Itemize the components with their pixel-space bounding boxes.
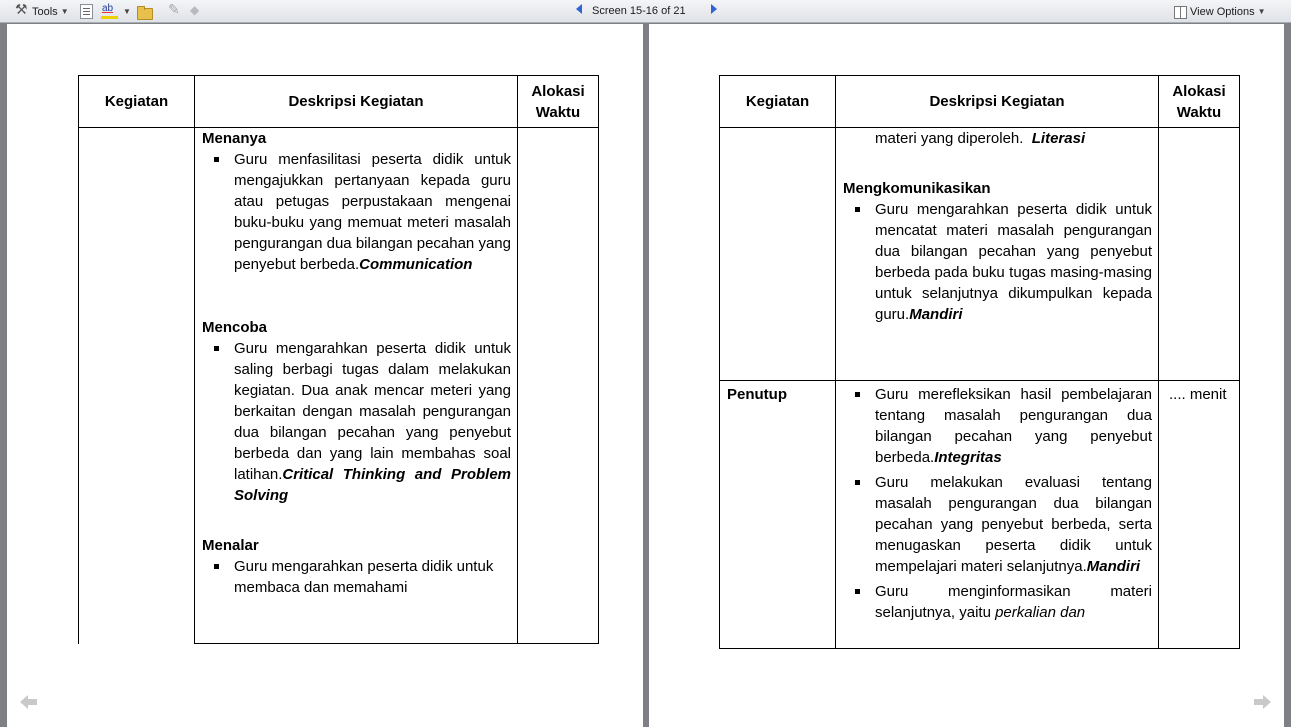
section-menanya: Menanya (202, 130, 267, 147)
pen-button[interactable] (168, 3, 184, 20)
screen-counter: Screen 15-16 of 21 (592, 5, 686, 17)
header-alokasi (1159, 76, 1240, 128)
kegiatan-cell (79, 128, 195, 644)
item-text: Guru mengarahkan peserta didik untuk mencatat materi masalah pengurangan dua bilangan pecahan yang penyebut berbeda pada buku tugas masing-masing untuk selanjutnya dikumpulkan kepada guru. (875, 201, 1152, 323)
alokasi-cell (518, 128, 599, 644)
view-options-icon (1172, 4, 1188, 20)
item-text: Guru menfasilitasi peserta didik untuk mengajukkan pertanyaan kepada guru atau petugas perpustakaan mengenai buku-buku yang memuat meteri masalah pengurangan dua bilangan pecahan yang penyebut berbeda. (234, 151, 511, 273)
view-options-button[interactable] (1172, 3, 1266, 20)
page-left (7, 24, 643, 727)
header-alokasi-line2: Waktu (1176, 103, 1222, 121)
continued-text (843, 128, 1152, 149)
item-text: Guru mengarahkan peserta didik untuk membaca dan memahami (234, 558, 494, 596)
folder-icon (136, 4, 152, 20)
next-page-arrow-icon[interactable] (1253, 694, 1271, 710)
section-mengkomunikasikan: Mengkomunikasikan (843, 180, 991, 197)
page-right (649, 24, 1284, 727)
text-highlight-button[interactable] (100, 3, 131, 20)
activity-table-right (719, 75, 1240, 649)
list-item (843, 199, 1152, 325)
pen-icon (168, 4, 184, 20)
chevron-down-icon: ▼ (60, 7, 69, 16)
eraser-button[interactable] (188, 3, 204, 20)
section-menalar: Menalar (202, 537, 259, 554)
header-alokasi-line2: Waktu (535, 103, 581, 121)
tools-label: Tools (32, 5, 58, 18)
item-tag: Communication (359, 256, 473, 273)
comment-button[interactable] (136, 3, 152, 20)
item-text: Guru melakukan evaluasi tentang masalah pengurangan dua bilangan pecahan yang penyebut berbeda, serta menugaskan peserta didik untuk mempelajari materi selanjutnya. (875, 474, 1152, 575)
next-screen-button[interactable] (711, 4, 717, 14)
kegiatan-cell (720, 128, 836, 381)
alokasi-cell (1159, 128, 1240, 381)
list-item (843, 472, 1152, 577)
view-options-label: View Options (1190, 5, 1255, 18)
header-deskripsi: Deskripsi Kegiatan (836, 76, 1159, 128)
item-tag: Mandiri (909, 306, 963, 323)
item-tag: Mandiri (1086, 558, 1141, 575)
alokasi-penutup: .... menit (1159, 381, 1240, 649)
activity-table-left (78, 75, 599, 644)
header-kegiatan: Kegiatan (720, 76, 836, 128)
tools-icon (14, 4, 30, 20)
deskripsi-cell (195, 128, 518, 644)
item-tag: Literasi (1031, 130, 1086, 147)
eraser-icon (188, 4, 204, 20)
header-alokasi-line1: Alokasi (531, 82, 585, 100)
header-alokasi-line1: Alokasi (1172, 82, 1226, 100)
deskripsi-cell (836, 128, 1159, 381)
spell-icon-text: ab (102, 2, 114, 14)
continued-text-body: materi yang diperoleh. (875, 130, 1024, 147)
list-item (202, 338, 511, 506)
research-icon (80, 4, 93, 19)
kegiatan-penutup: Penutup (720, 381, 836, 649)
highlight-spelling-icon (100, 4, 120, 20)
reading-toolbar (0, 0, 1291, 23)
list-item (202, 556, 511, 598)
previous-screen-button[interactable] (576, 4, 582, 14)
section-mencoba: Mencoba (202, 319, 268, 336)
previous-page-arrow-icon[interactable] (20, 694, 38, 710)
item-emphasis: perkalian dan (995, 604, 1086, 621)
tools-menu-button[interactable] (14, 3, 69, 20)
header-kegiatan: Kegiatan (79, 76, 195, 128)
item-text: Guru menginformasikan materi selanjutnya, yaitu (875, 583, 1152, 621)
chevron-down-icon: ▼ (1257, 7, 1266, 16)
header-deskripsi: Deskripsi Kegiatan (195, 76, 518, 128)
chevron-down-icon: ▼ (123, 7, 131, 16)
list-item (202, 149, 511, 275)
research-button[interactable] (80, 3, 93, 20)
header-alokasi (518, 76, 599, 128)
item-tag: Critical Thinking and Problem Solving (234, 466, 511, 504)
item-text: Guru merefleksikan hasil pembelajaran tentang masalah pengurangan dua bilangan pecahan yang penyebut berbeda. (875, 386, 1152, 466)
deskripsi-penutup (836, 381, 1159, 649)
list-item (843, 384, 1152, 468)
list-item (843, 581, 1152, 623)
item-text: Guru mengarahkan peserta didik untuk saling berbagi tugas dalam melakukan kegiatan. Dua anak mencar meteri yang berkaitan dengan masalah pengurangan dua bilangan pecahan yang penyebut berbeda dan yang lain membahas soal latihan. (234, 340, 511, 483)
item-tag: Integritas (934, 449, 1002, 466)
